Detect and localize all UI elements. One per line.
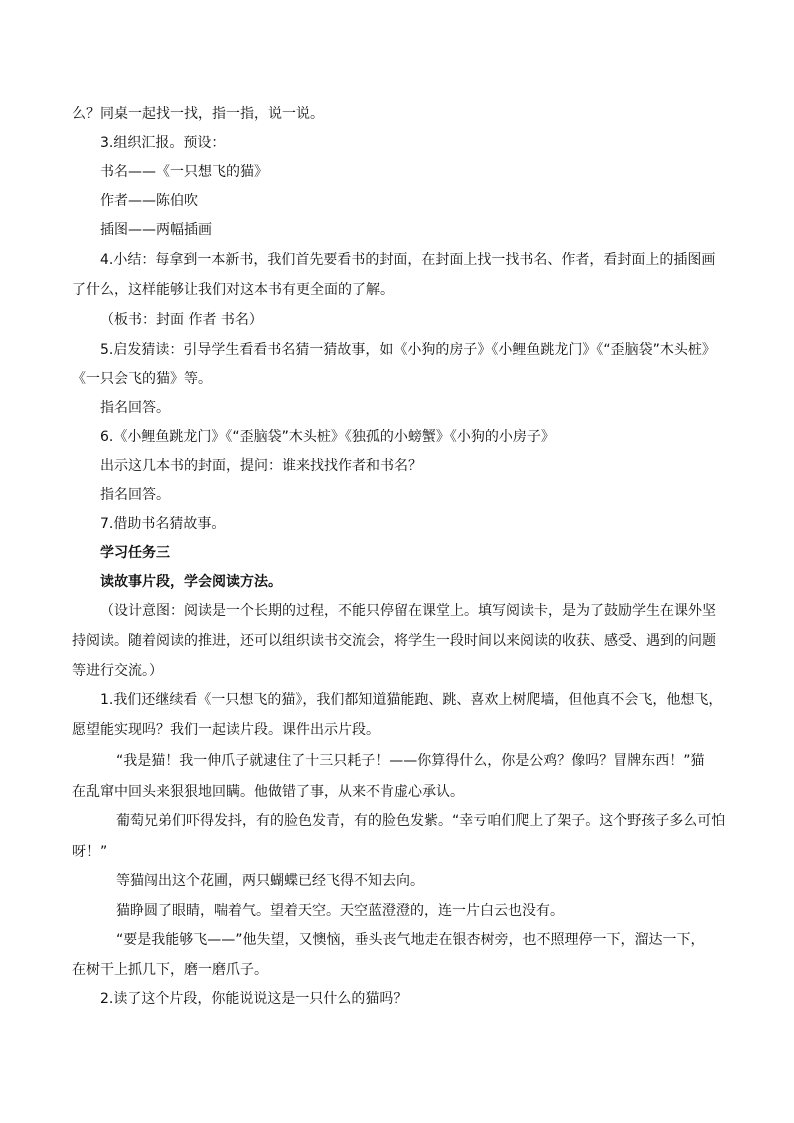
section-heading: 学习任务三 <box>100 545 170 561</box>
text-line: 1.我们还继续看《一只想飞的猫》，我们都知道猫能跑、跳、喜欢上树爬墙，但他真不会飞，他想飞， <box>100 692 723 708</box>
section-subheading: 读故事片段，学会阅读方法。 <box>100 574 282 590</box>
quote-line: 猫睁圆了眼睛，喘着气。望着天空。天空蓝澄澄的，连一片白云也没有。 <box>116 903 564 919</box>
text-line: 6.《小鲤鱼跳龙门》《“歪脑袋”木头桩》《独孤的小螃蟹》《小狗的小房子》 <box>100 429 555 445</box>
text-line: 持阅读。随着阅读的推进，还可以组织读书交流会，将学生一段时间以来阅读的收获、感受、遇到的问题 <box>72 633 716 649</box>
quote-line: 呀！” <box>72 844 108 860</box>
text-line: 书名——《一只想飞的猫》 <box>100 164 268 180</box>
text-line: 作者——陈伯吹 <box>100 193 198 209</box>
text-line: 愿望能实现吗？我们一起读片段。课件出示片段。 <box>72 722 380 738</box>
text-line: 《一只会飞的猫》等。 <box>72 371 212 387</box>
quote-line: 在乱窜中回头来狠狠地回瞒。他做错了事，从来不肯虚心承认。 <box>72 784 464 800</box>
text-line: 2.读了这个片段，你能说说这是一只什么的猫吗？ <box>100 991 408 1007</box>
text-line: 指名回答。 <box>100 400 170 416</box>
text-line: 等进行交流。） <box>72 663 163 679</box>
text-line: 出示这几本书的封面，提问：谁来找找作者和书名？ <box>100 458 422 474</box>
text-line: （设计意图：阅读是一个长期的过程，不能只停留在课堂上。填写阅读卡，是为了鼓励学生在课外坚 <box>100 603 716 619</box>
quote-line: “我是猫！我一伸爪子就逮住了十三只耗子！——你算得什么，你是公鸡？像吗？冒牌东西！”猫 <box>116 753 705 769</box>
text-line: 了什么，这样能够让我们对这本书有更全面的了解。 <box>72 282 394 298</box>
text-line: 插图——两幅插画 <box>100 222 212 238</box>
quote-line: 葡萄兄弟们吓得发抖，有的脸色发青，有的脸色发紫。“幸亏咱们爬上了架子。这个野孩子多么可怕 <box>116 813 726 829</box>
quote-line: 等猫闯出这个花圃，两只蝴蝶已经飞得不知去向。 <box>116 873 424 889</box>
text-line: 5.启发猜读：引导学生看看书名猜一猜故事，如《小狗的房子》《小鲤鱼跳龙门》《“歪脑袋”木头桩》 <box>100 342 716 358</box>
text-line: 3.组织汇报。预设： <box>100 135 226 151</box>
quote-line: 在树干上抓几下，磨一磨爪子。 <box>72 962 268 978</box>
quote-line: “要是我能够飞——”他失望，又懊恼，垂头丧气地走在银杏树旁，也不照理停一下，溜达一下， <box>116 932 705 948</box>
text-line: （板书：封面 作者 书名） <box>100 312 263 328</box>
text-line: 么？同桌一起找一找，指一指，说一说。 <box>72 106 324 122</box>
text-line: 4.小结：每拿到一本新书，我们首先要看书的封面，在封面上找一找书名、作者，看封面上的插图画 <box>100 252 716 268</box>
text-line: 7.借助书名猜故事。 <box>100 516 226 532</box>
text-line: 指名回答。 <box>100 487 170 503</box>
